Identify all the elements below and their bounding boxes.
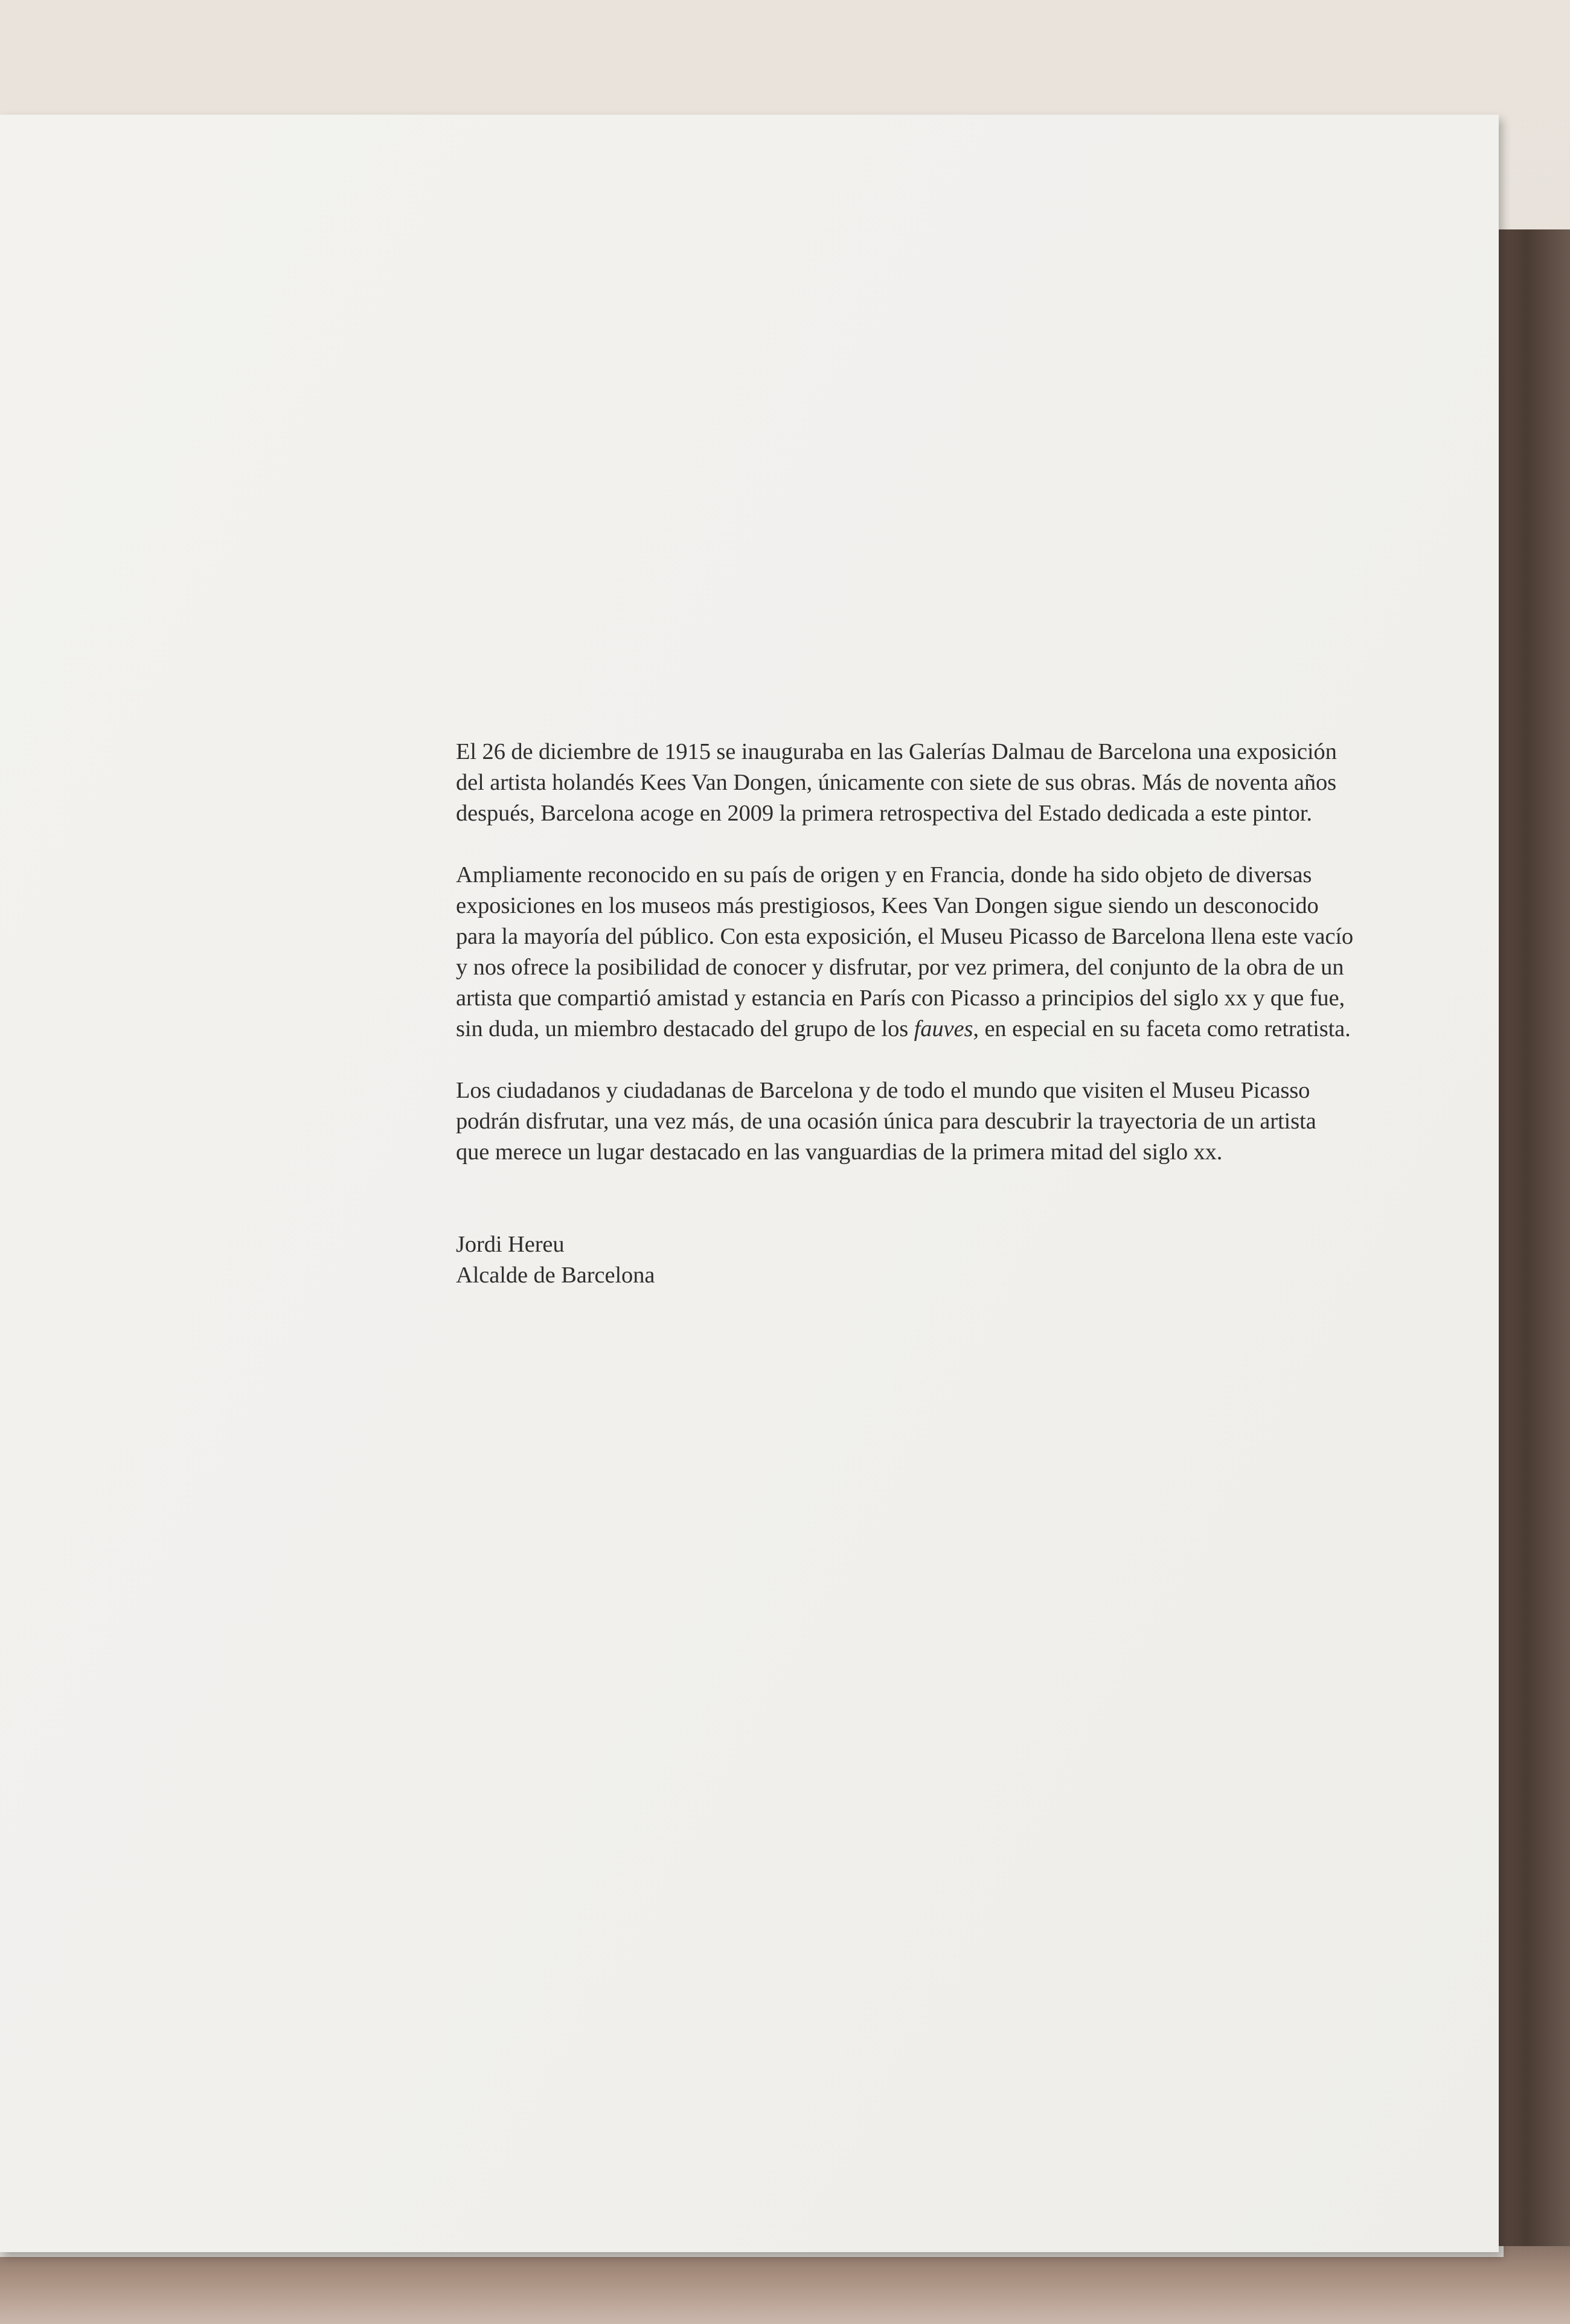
text-line: podrán disfrutar, una vez más, de una ocasión única para descubrir la trayectoria de un artista xyxy=(456,1109,1316,1134)
table-surface xyxy=(0,2246,1570,2324)
text-line: artista que compartió amistad y estancia en París con Picasso a principios del siglo xx y que fue, xyxy=(456,985,1345,1011)
text-line: después, Barcelona acoge en 2009 la primera retrospectiva del Estado dedicada a este pintor. xyxy=(456,801,1312,826)
text-line: El 26 de diciembre de 1915 se inauguraba en las Galerías Dalmau de Barcelona una exposición xyxy=(456,739,1337,764)
text-fragment: , en especial en su faceta como retratista. xyxy=(973,1016,1351,1042)
text-line: y nos ofrece la posibilidad de conocer y disfrutar, por vez primera, del conjunto de la obra de un xyxy=(456,955,1344,980)
text-line: Los ciudadanos y ciudadanas de Barcelona y de todo el mundo que visiten el Museu Picasso xyxy=(456,1078,1310,1103)
italic-term: fauves xyxy=(914,1016,973,1042)
signatory-name: Jordi Hereu xyxy=(456,1232,565,1257)
signature xyxy=(456,1229,1434,1291)
foreword-text xyxy=(456,737,1434,1322)
text-line xyxy=(456,1014,1434,1045)
text-line: que merece un lugar destacado en las vanguardias de la primera mitad del siglo xx. xyxy=(456,1139,1223,1165)
text-fragment: sin duda, un miembro destacado del grupo de los xyxy=(456,1016,914,1042)
book-block-edge xyxy=(1498,229,1570,2246)
text-line: del artista holandés Kees Van Dongen, únicamente con siete de sus obras. Más de noventa años xyxy=(456,770,1337,795)
text-line: Ampliamente reconocido en su país de origen y en Francia, donde ha sido objeto de diversas xyxy=(456,862,1312,888)
text-line: exposiciones en los museos más prestigiosos, Kees Van Dongen sigue siendo un desconocido xyxy=(456,893,1319,918)
paragraph-3 xyxy=(456,1075,1434,1168)
text-line: para la mayoría del público. Con esta exposición, el Museu Picasso de Barcelona llena este vacío xyxy=(456,924,1354,949)
paragraph-1 xyxy=(456,737,1434,829)
paragraph-2 xyxy=(456,860,1434,1045)
signatory-title: Alcalde de Barcelona xyxy=(456,1263,655,1288)
